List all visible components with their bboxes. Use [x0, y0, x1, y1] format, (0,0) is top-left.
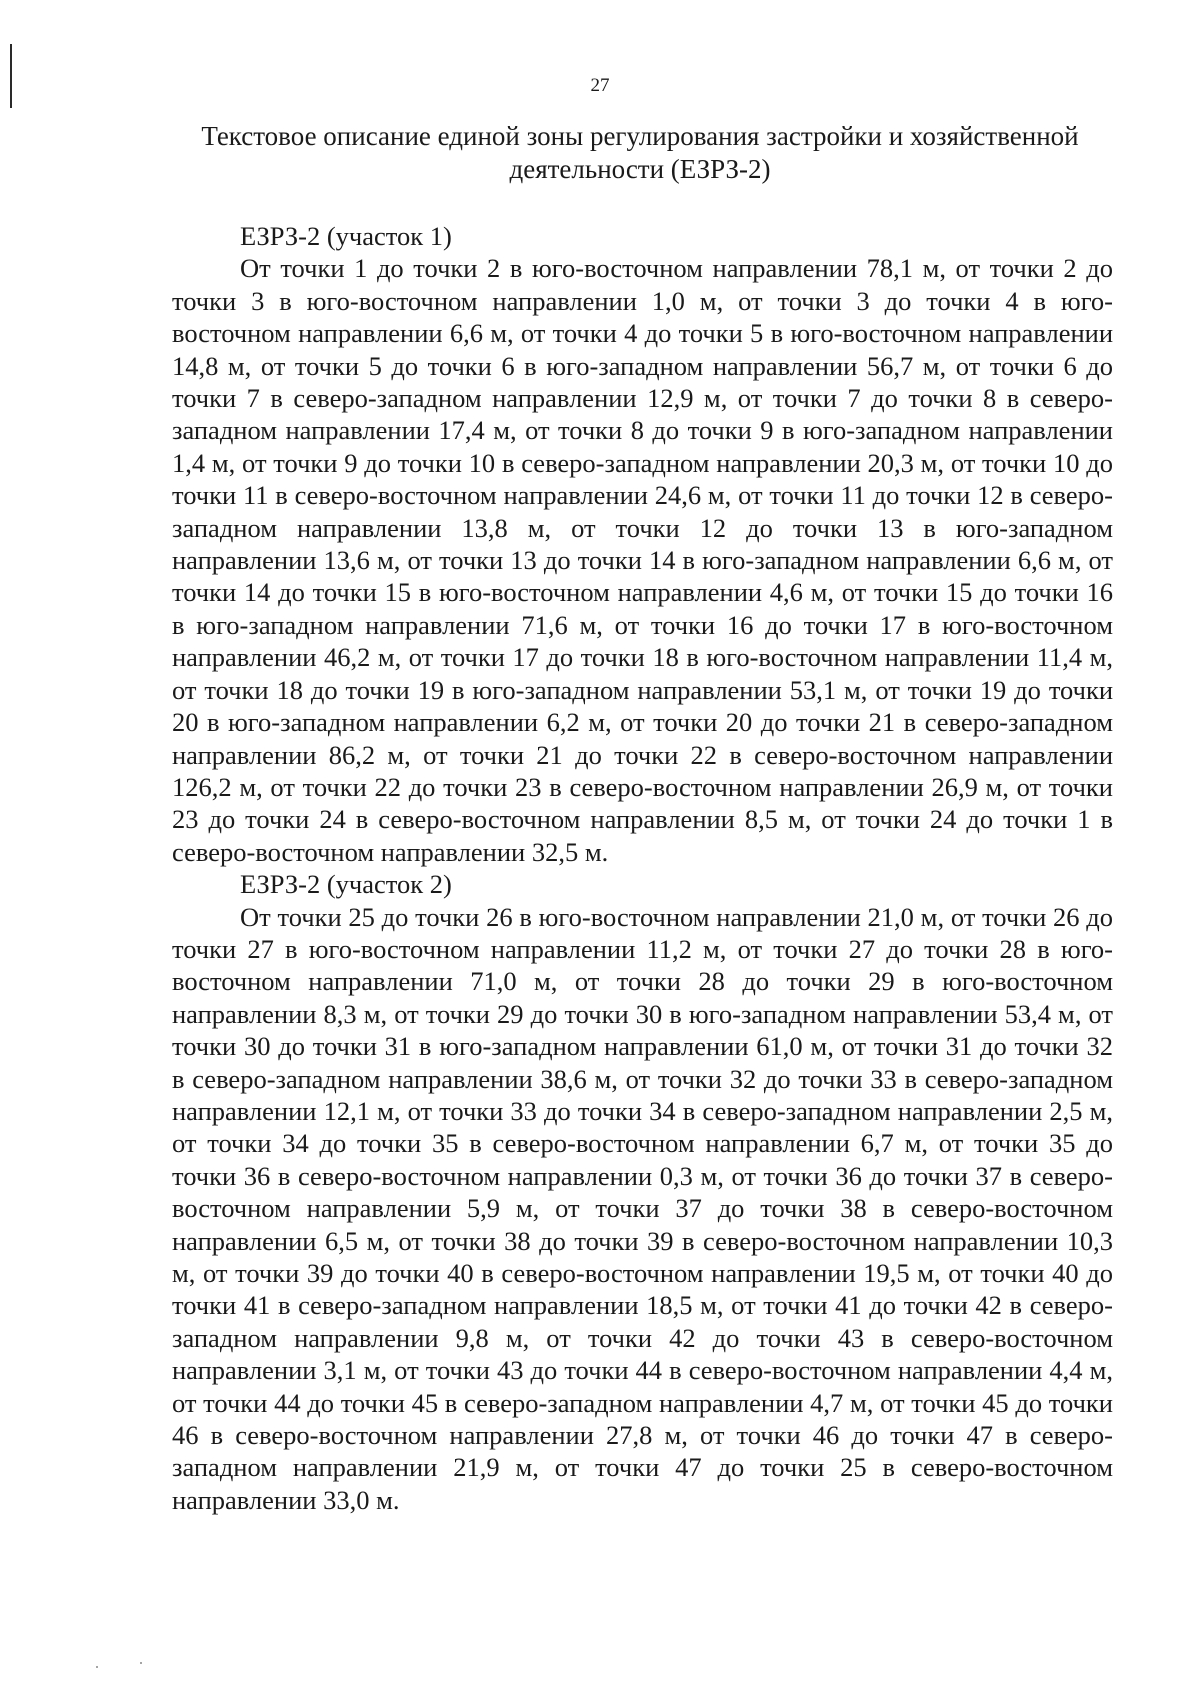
page-number: 27: [590, 75, 610, 96]
section-plot-2: [172, 868, 1113, 1516]
section-heading: ЕЗРЗ-2 (участок 2): [240, 869, 452, 900]
document-title-line-2: деятельности (ЕЗРЗ-2): [509, 154, 771, 184]
document-title-line-1: Текстовое описание единой зоны регулирования застройки и хозяйственной: [201, 121, 1079, 151]
scan-speck: [96, 1666, 98, 1668]
section-heading: ЕЗРЗ-2 (участок 1): [240, 221, 452, 251]
section-description: От точки 25 до точки 26 в юго-восточном направлении 21,0 м, от точки 26 до точки 27 в юго-восточном направлении 11,2 м, от точки 27 до точки 28 в юго-восточном направлении 71,0 м, от точки 28 до точки 29 в юго-восточном направлении 8,3 м, от точки 29 до точки 30 в юго-западном направлении 53,4 м, от точки 30 до точки 31 в юго-западном направлении 61,0 м, от точки 31 до точки 32 в северо-западном направлении 38,6 м, от точки 32 до точки 33 в северо-западном направлении 12,1 м, от точки 33 до точки 34 в северо-западном направлении 2,5 м, от точки 34 до точки 35 в северо-восточном направлении 6,7 м, от точки 35 до точки 36 в северо-восточном направлении 0,3 м, от точки 36 до точки 37 в северо-восточном направлении 5,9 м, от точки 37 до точки 38 в северо-восточном направлении 6,5 м, от точки 38 до точки 39 в северо-восточном направлении 10,3 м, от точки 39 до точки 40 в северо-восточном направлении 19,5 м, от точки 40 до точки 41 в северо-западном направлении 18,5 м, от точки 41 до точки 42 в северо-западном направлении 9,8 м, от точки 42 до точки 43 в северо-восточном направлении 3,1 м, от точки 43 до точки 44 в северо-восточном направлении 4,4 м, от точки 44 до точки 45 в северо-западном направлении 4,7 м, от точки 45 до точки 46 в северо-восточном направлении 27,8 м, от точки 46 до точки 47 в северо-западном направлении 21,9 м, от точки 47 до точки 25 в северо-восточном направлении 33,0 м.: [172, 901, 1113, 1515]
document-title: [160, 120, 1120, 186]
scan-speck: [140, 1662, 142, 1664]
document-body: [172, 220, 1113, 1516]
section-plot-1: [172, 220, 1113, 868]
section-description: От точки 1 до точки 2 в юго-восточном направлении 78,1 м, от точки 2 до точки 3 в юго-восточном направлении 1,0 м, от точки 3 до точки 4 в юго-восточном направлении 6,6 м, от точки 4 до точки 5 в юго-восточном направлении 14,8 м, от точки 5 до точки 6 в юго-западном направлении 56,7 м, от точки 6 до точки 7 в северо-западном направлении 12,9 м, от точки 7 до точки 8 в северо-западном направлении 17,4 м, от точки 8 до точки 9 в юго-западном направлении 1,4 м, от точки 9 до точки 10 в северо-западном направлении 20,3 м, от точки 10 до точки 11 в северо-восточном направлении 24,6 м, от точки 11 до точки 12 в северо-западном направлении 13,8 м, от точки 12 до точки 13 в юго-западном направлении 13,6 м, от точки 13 до точки 14 в юго-западном направлении 6,6 м, от точки 14 до точки 15 в юго-восточном направлении 4,6 м, от точки 15 до точки 16 в юго-западном направлении 71,6 м, от точки 16 до точки 17 в юго-восточном направлении 46,2 м, от точки 17 до точки 18 в юго-восточном направлении 11,4 м, от точки 18 до точки 19 в юго-западном направлении 53,1 м, от точки 19 до точки 20 в юго-западном направлении 6,2 м, от точки 20 до точки 21 в северо-западном направлении 86,2 м, от точки 21 до точки 22 в северо-восточном направлении 126,2 м, от точки 22 до точки 23 в северо-восточном направлении 26,9 м, от точки 23 до точки 24 в северо-восточном направлении 8,5 м, от точки 24 до точки 1 в северо-восточном направлении 32,5 м.: [172, 253, 1113, 867]
